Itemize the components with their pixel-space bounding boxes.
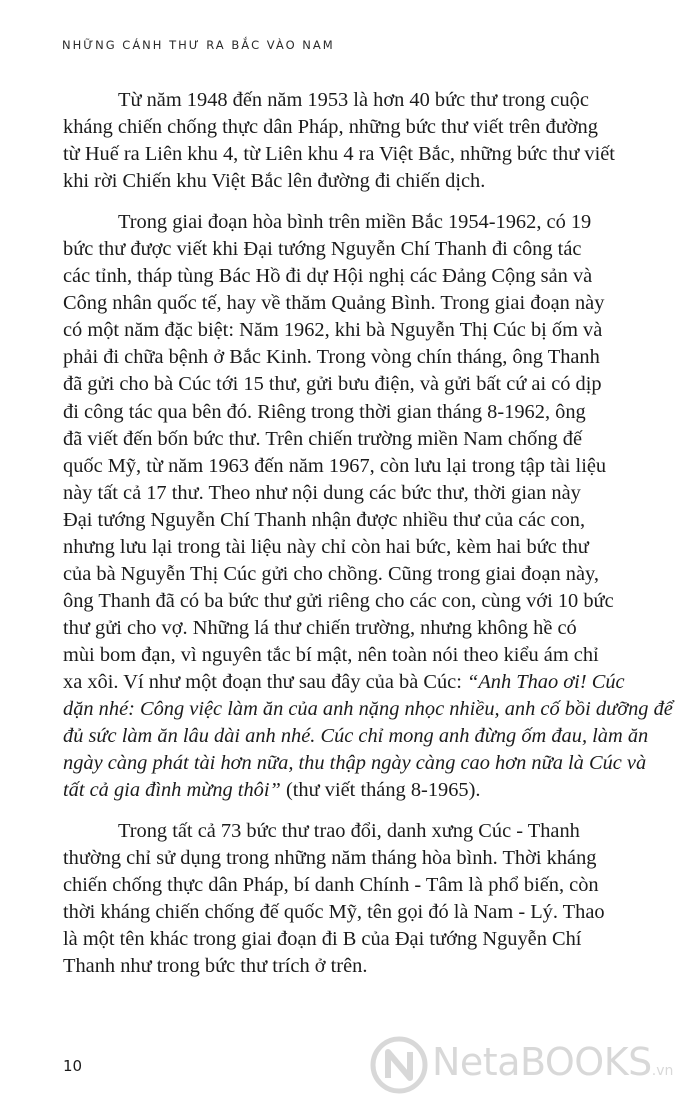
text-line: từ Huế ra Liên khu 4, từ Liên khu 4 ra Việt Bắc, những bức thư viết — [63, 143, 615, 166]
text-line: thường chỉ sử dụng trong những năm tháng hòa bình. Thời kháng — [63, 847, 597, 870]
text-line: các tỉnh, tháp tùng Bác Hồ đi dự Hội nghị các Đảng Cộng sản và — [63, 265, 593, 288]
text-line: mùi bom đạn, vì nguyên tắc bí mật, nên toàn nói theo kiểu ám chỉ — [63, 643, 599, 666]
watermark-tld: .vn — [651, 1063, 674, 1079]
netabooks-logo-icon — [370, 1036, 428, 1094]
text-line: đã viết đến bốn bức thư. Trên chiến trường miền Nam chống đế — [63, 427, 583, 450]
text-line: Thanh như trong bức thư trích ở trên. — [63, 955, 368, 978]
text-run: xa xôi. Ví như một đoạn thư sau đây của bà Cúc: — [63, 670, 467, 693]
text-line: của bà Nguyễn Thị Cúc gửi cho chồng. Cũng trong giai đoạn này, — [63, 562, 599, 585]
text-line — [63, 777, 648, 804]
text-line: thư gửi cho vợ. Những lá thư chiến trường, nhưng không hề có — [63, 616, 577, 639]
text-line: khi rời Chiến khu Việt Bắc lên đường đi chiến dịch. — [63, 170, 486, 193]
text-line: phải đi chữa bệnh ở Bắc Kinh. Trong vòng chín tháng, ông Thanh — [63, 346, 600, 369]
watermark — [370, 1030, 690, 1100]
text-line: thời kháng chiến chống đế quốc Mỹ, tên gọi đó là Nam - Lý. Thao — [63, 901, 605, 924]
paragraph-3 — [63, 818, 648, 980]
text-line: là một tên khác trong giai đoạn đi B của Đại tướng Nguyễn Chí — [63, 928, 582, 951]
text-line: Công nhân quốc tế, hay về thăm Quảng Bình. Trong giai đoạn này — [63, 292, 605, 315]
text-line: Trong tất cả 73 bức thư trao đổi, danh xưng Cúc - Thanh — [118, 820, 580, 843]
text-line: có một năm đặc biệt: Năm 1962, khi bà Nguyễn Thị Cúc bị ốm và — [63, 319, 603, 342]
watermark-text — [432, 1040, 673, 1084]
running-header: NHỮNG CÁNH THƯ RA BẮC VÀO NAM — [62, 38, 335, 52]
text-line: chiến chống thực dân Pháp, bí danh Chính - Tâm là phổ biến, còn — [63, 874, 599, 897]
text-line: kháng chiến chống thực dân Pháp, những bức thư viết trên đường — [63, 116, 598, 139]
quote-run: tất cả gia đình mừng thôi” — [63, 779, 281, 802]
quote-line: dặn nhé: Công việc làm ăn của anh nặng nhọc nhiều, anh cố bồi dưỡng để — [63, 698, 673, 721]
text-line: Trong giai đoạn hòa bình trên miền Bắc 1954-1962, có 19 — [118, 211, 592, 234]
text-line: quốc Mỹ, từ năm 1963 đến năm 1967, còn lưu lại trong tập tài liệu — [63, 454, 607, 477]
text-run: (thư viết tháng 8-1965). — [280, 779, 481, 802]
text-line: Từ năm 1948 đến năm 1953 là hơn 40 bức thư trong cuộc — [118, 89, 589, 111]
text-line: bức thư được viết khi Đại tướng Nguyễn Chí Thanh đi công tác — [63, 238, 582, 261]
text-line: Đại tướng Nguyễn Chí Thanh nhận được nhiều thư của các con, — [63, 508, 586, 531]
text-line: nhưng lưu lại trong tài liệu này chỉ còn hai bức, kèm hai bức thư — [63, 535, 589, 558]
quote-line: đủ sức làm ăn lâu dài anh nhé. Cúc chỉ mong anh đừng ốm đau, làm ăn — [63, 725, 649, 748]
watermark-brand: NetaBOOKS — [432, 1040, 652, 1084]
text-line: đã gửi cho bà Cúc tới 15 thư, gửi bưu điện, và gửi bất cứ ai có dịp — [63, 373, 602, 396]
quote-line: ngày càng phát tài hơn nữa, thu thập ngày càng cao hơn nữa là Cúc và — [63, 752, 647, 775]
text-line: này tất cả 17 thư. Theo như nội dung các bức thư, thời gian này — [63, 481, 581, 504]
paragraph-1 — [63, 87, 648, 195]
text-line: đi công tác qua bên đó. Riêng trong thời gian tháng 8-1962, ông — [63, 400, 586, 423]
text-line — [63, 669, 648, 696]
page-number: 10 — [63, 1057, 83, 1075]
quote-run: “Anh Thao ơi! Cúc — [466, 670, 625, 693]
paragraph-2 — [63, 209, 673, 804]
body-text — [63, 87, 673, 981]
text-line: ông Thanh đã có ba bức thư gửi riêng cho các con, cùng với 10 bức — [63, 589, 614, 612]
